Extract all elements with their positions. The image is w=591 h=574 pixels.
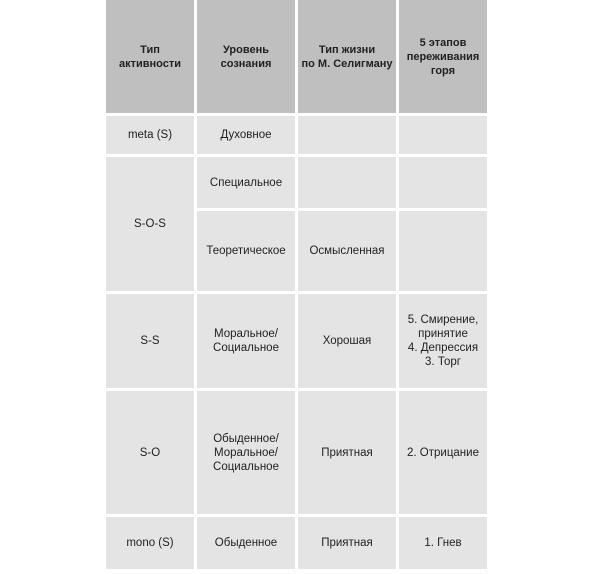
cell-life: Приятная bbox=[298, 391, 396, 514]
cell-level: Теоретическое bbox=[197, 211, 295, 291]
header-life-type: Тип жизни по М. Селигману bbox=[298, 0, 396, 113]
table-row bbox=[106, 517, 487, 569]
table-row bbox=[106, 391, 487, 514]
cell-grief bbox=[399, 116, 487, 154]
cell-level: Моральное/ Социальное bbox=[197, 294, 295, 388]
cell-grief: 2. Отрицание bbox=[399, 391, 487, 514]
cell-life: Хорошая bbox=[298, 294, 396, 388]
cell-life bbox=[298, 116, 396, 154]
cell-grief bbox=[399, 211, 487, 291]
cell-life: Осмысленная bbox=[298, 211, 396, 291]
cell-level: Обыденное/ Моральное/ Социальное bbox=[197, 391, 295, 514]
cell-activity: mono (S) bbox=[106, 517, 194, 569]
cell-activity: S-O-S bbox=[106, 157, 194, 291]
table-row bbox=[106, 116, 487, 154]
table-row bbox=[106, 294, 487, 388]
header-row bbox=[106, 0, 487, 113]
cell-grief bbox=[399, 157, 487, 208]
header-activity-type: Тип активности bbox=[106, 0, 194, 113]
cell-level: Специальное bbox=[197, 157, 295, 208]
cell-activity: meta (S) bbox=[106, 116, 194, 154]
cell-level: Духовное bbox=[197, 116, 295, 154]
activity-consciousness-table bbox=[103, 0, 490, 572]
cell-grief: 1. Гнев bbox=[399, 517, 487, 569]
header-grief-stages: 5 этапов переживания горя bbox=[399, 0, 487, 113]
cell-level: Обыденное bbox=[197, 517, 295, 569]
table-row bbox=[106, 157, 487, 208]
cell-life bbox=[298, 157, 396, 208]
cell-life: Приятная bbox=[298, 517, 396, 569]
cell-activity: S-O bbox=[106, 391, 194, 514]
cell-grief: 5. Смирение, принятие 4. Депрессия 3. Торг bbox=[399, 294, 487, 388]
cell-activity: S-S bbox=[106, 294, 194, 388]
header-consciousness-level: Уровень сознания bbox=[197, 0, 295, 113]
